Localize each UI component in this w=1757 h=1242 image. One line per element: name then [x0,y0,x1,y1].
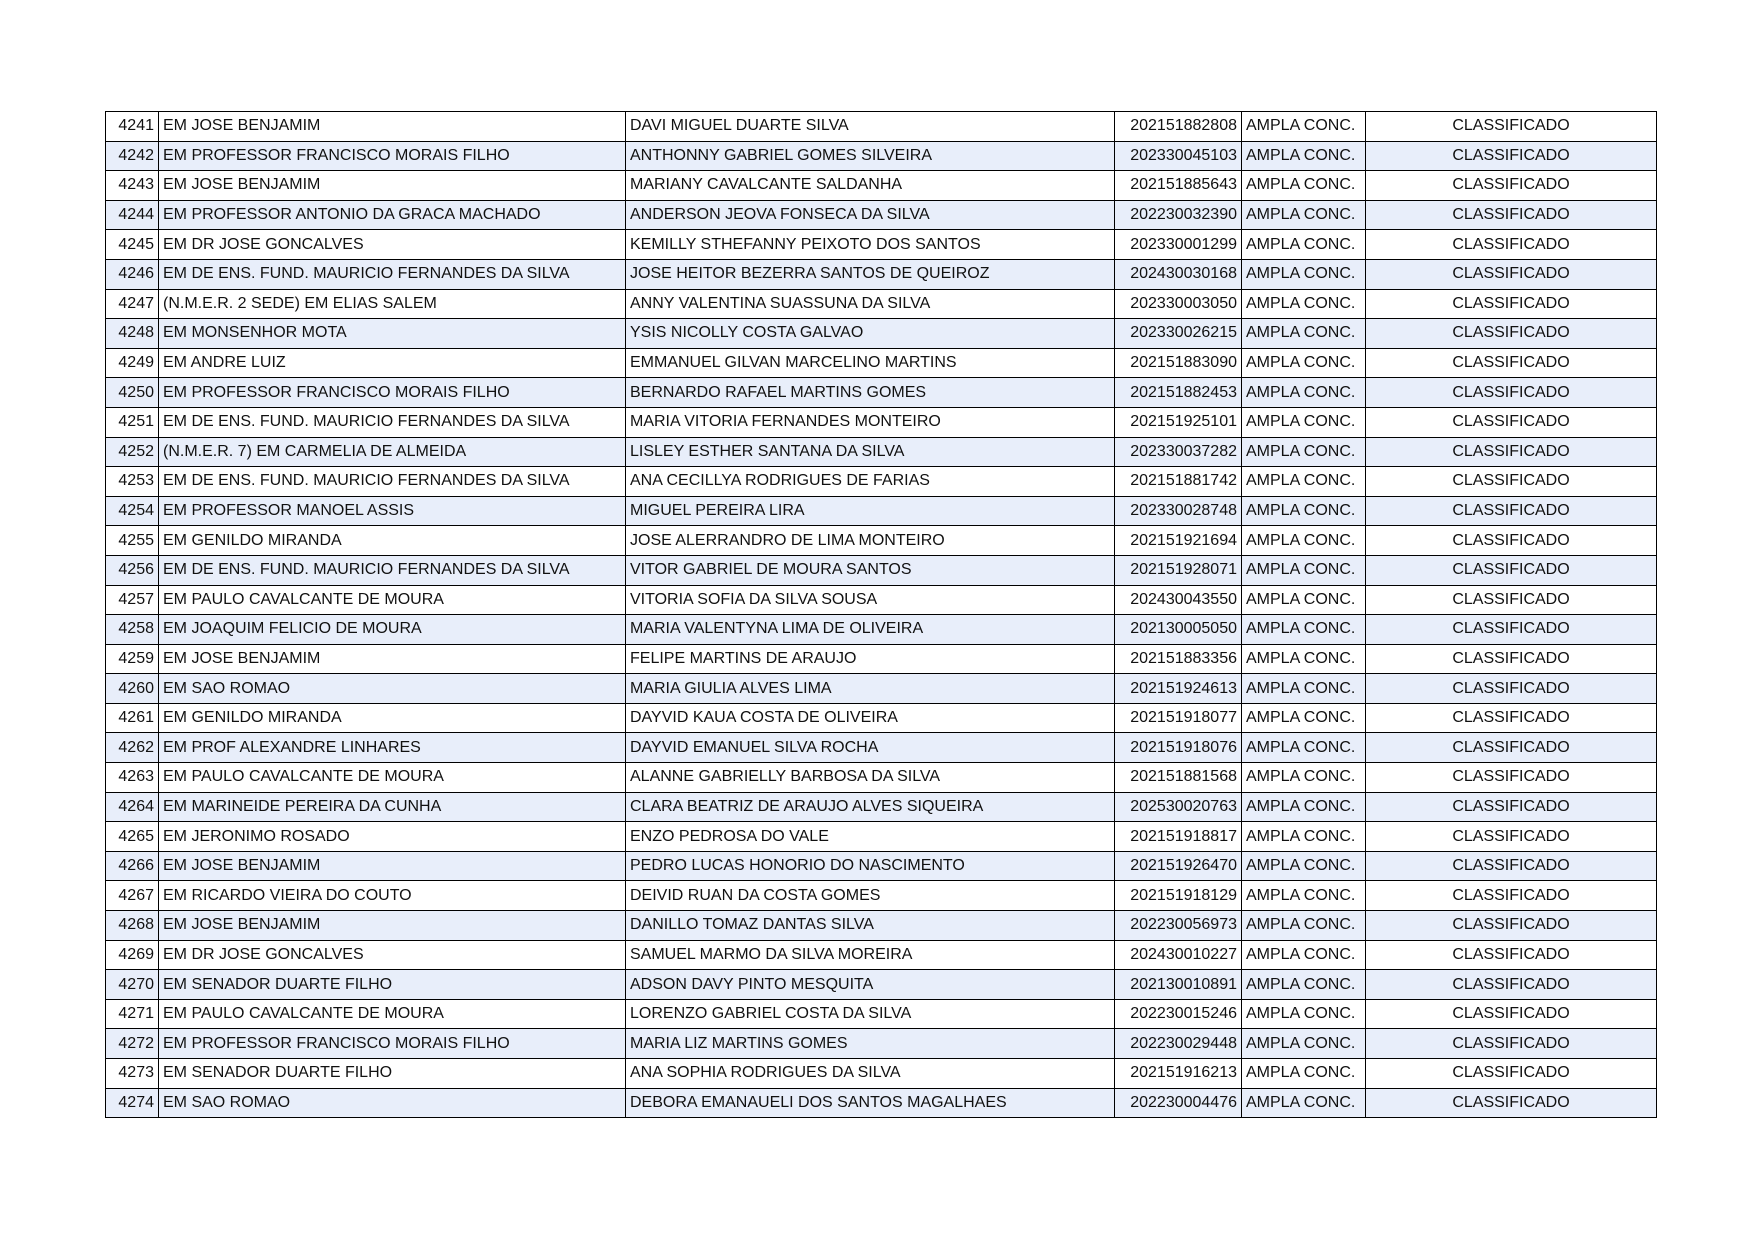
status-cell: CLASSIFICADO [1366,792,1657,822]
status-cell: CLASSIFICADO [1366,1029,1657,1059]
registration-cell: 202151881742 [1115,467,1242,497]
quota-cell: AMPLA CONC. [1242,644,1366,674]
quota-cell: AMPLA CONC. [1242,792,1366,822]
table-row [106,763,1657,793]
status-cell: CLASSIFICADO [1366,555,1657,585]
registration-cell: 202330037282 [1115,437,1242,467]
row-number: 4244 [106,200,159,230]
student-name-cell: DAYVID KAUA COSTA DE OLIVEIRA [626,703,1115,733]
status-cell: CLASSIFICADO [1366,940,1657,970]
row-number: 4242 [106,141,159,171]
school-cell: EM JOSE BENJAMIM [159,112,626,142]
registration-cell: 202230032390 [1115,200,1242,230]
table-row [106,674,1657,704]
row-number: 4260 [106,674,159,704]
row-number: 4267 [106,881,159,911]
quota-cell: AMPLA CONC. [1242,289,1366,319]
school-cell: EM JOSE BENJAMIM [159,644,626,674]
status-cell: CLASSIFICADO [1366,526,1657,556]
row-number: 4253 [106,467,159,497]
school-cell: EM PROFESSOR ANTONIO DA GRACA MACHADO [159,200,626,230]
student-name-cell: CLARA BEATRIZ DE ARAUJO ALVES SIQUEIRA [626,792,1115,822]
student-name-cell: LORENZO GABRIEL COSTA DA SILVA [626,999,1115,1029]
student-name-cell: MARIA VALENTYNA LIMA DE OLIVEIRA [626,615,1115,645]
row-number: 4270 [106,970,159,1000]
status-cell: CLASSIFICADO [1366,881,1657,911]
quota-cell: AMPLA CONC. [1242,674,1366,704]
student-name-cell: DAVI MIGUEL DUARTE SILVA [626,112,1115,142]
registration-cell: 202330045103 [1115,141,1242,171]
table-row [106,230,1657,260]
row-number: 4257 [106,585,159,615]
student-name-cell: PEDRO LUCAS HONORIO DO NASCIMENTO [626,851,1115,881]
row-number: 4255 [106,526,159,556]
school-cell: (N.M.E.R. 7) EM CARMELIA DE ALMEIDA [159,437,626,467]
table-row [106,911,1657,941]
school-cell: EM PROFESSOR FRANCISCO MORAIS FILHO [159,1029,626,1059]
school-cell: (N.M.E.R. 2 SEDE) EM ELIAS SALEM [159,289,626,319]
school-cell: EM DE ENS. FUND. MAURICIO FERNANDES DA SILVA [159,467,626,497]
registration-cell: 202330003050 [1115,289,1242,319]
registration-cell: 202230015246 [1115,999,1242,1029]
table-row [106,437,1657,467]
table-row [106,378,1657,408]
student-name-cell: YSIS NICOLLY COSTA GALVAO [626,319,1115,349]
school-cell: EM GENILDO MIRANDA [159,526,626,556]
student-name-cell: LISLEY ESTHER SANTANA DA SILVA [626,437,1115,467]
quota-cell: AMPLA CONC. [1242,112,1366,142]
quota-cell: AMPLA CONC. [1242,259,1366,289]
table-row [106,792,1657,822]
registration-cell: 202151918129 [1115,881,1242,911]
table-row [106,881,1657,911]
registration-cell: 202330028748 [1115,496,1242,526]
row-number: 4256 [106,555,159,585]
table-row [106,851,1657,881]
school-cell: EM DR JOSE GONCALVES [159,940,626,970]
quota-cell: AMPLA CONC. [1242,171,1366,201]
quota-cell: AMPLA CONC. [1242,1088,1366,1118]
table-row [106,407,1657,437]
status-cell: CLASSIFICADO [1366,999,1657,1029]
row-number: 4259 [106,644,159,674]
row-number: 4264 [106,792,159,822]
status-cell: CLASSIFICADO [1366,407,1657,437]
status-cell: CLASSIFICADO [1366,851,1657,881]
student-name-cell: ANDERSON JEOVA FONSECA DA SILVA [626,200,1115,230]
student-name-cell: DAYVID EMANUEL SILVA ROCHA [626,733,1115,763]
status-cell: CLASSIFICADO [1366,259,1657,289]
row-number: 4243 [106,171,159,201]
student-name-cell: FELIPE MARTINS DE ARAUJO [626,644,1115,674]
quota-cell: AMPLA CONC. [1242,555,1366,585]
row-number: 4261 [106,703,159,733]
school-cell: EM DE ENS. FUND. MAURICIO FERNANDES DA SILVA [159,555,626,585]
quota-cell: AMPLA CONC. [1242,437,1366,467]
table-row [106,615,1657,645]
quota-cell: AMPLA CONC. [1242,940,1366,970]
status-cell: CLASSIFICADO [1366,200,1657,230]
quota-cell: AMPLA CONC. [1242,585,1366,615]
row-number: 4247 [106,289,159,319]
status-cell: CLASSIFICADO [1366,348,1657,378]
registration-cell: 202430043550 [1115,585,1242,615]
quota-cell: AMPLA CONC. [1242,999,1366,1029]
row-number: 4250 [106,378,159,408]
registration-cell: 202230029448 [1115,1029,1242,1059]
status-cell: CLASSIFICADO [1366,496,1657,526]
row-number: 4249 [106,348,159,378]
registration-cell: 202230056973 [1115,911,1242,941]
row-number: 4263 [106,763,159,793]
student-name-cell: EMMANUEL GILVAN MARCELINO MARTINS [626,348,1115,378]
quota-cell: AMPLA CONC. [1242,615,1366,645]
student-name-cell: MIGUEL PEREIRA LIRA [626,496,1115,526]
status-cell: CLASSIFICADO [1366,378,1657,408]
student-name-cell: MARIANY CAVALCANTE SALDANHA [626,171,1115,201]
status-cell: CLASSIFICADO [1366,467,1657,497]
table-row [106,496,1657,526]
registration-cell: 202151921694 [1115,526,1242,556]
school-cell: EM DE ENS. FUND. MAURICIO FERNANDES DA SILVA [159,407,626,437]
table-row [106,703,1657,733]
status-cell: CLASSIFICADO [1366,437,1657,467]
registration-cell: 202151918077 [1115,703,1242,733]
student-name-cell: ANA CECILLYA RODRIGUES DE FARIAS [626,467,1115,497]
status-cell: CLASSIFICADO [1366,585,1657,615]
row-number: 4241 [106,112,159,142]
student-name-cell: MARIA VITORIA FERNANDES MONTEIRO [626,407,1115,437]
registration-cell: 202151918076 [1115,733,1242,763]
school-cell: EM JOAQUIM FELICIO DE MOURA [159,615,626,645]
status-cell: CLASSIFICADO [1366,763,1657,793]
quota-cell: AMPLA CONC. [1242,319,1366,349]
row-number: 4266 [106,851,159,881]
row-number: 4262 [106,733,159,763]
school-cell: EM PROFESSOR FRANCISCO MORAIS FILHO [159,378,626,408]
registration-cell: 202151882808 [1115,112,1242,142]
school-cell: EM RICARDO VIEIRA DO COUTO [159,881,626,911]
table-row [106,526,1657,556]
quota-cell: AMPLA CONC. [1242,496,1366,526]
registration-cell: 202151883356 [1115,644,1242,674]
status-cell: CLASSIFICADO [1366,230,1657,260]
table-row [106,940,1657,970]
school-cell: EM PROFESSOR FRANCISCO MORAIS FILHO [159,141,626,171]
table-row [106,289,1657,319]
school-cell: EM JOSE BENJAMIM [159,911,626,941]
quota-cell: AMPLA CONC. [1242,348,1366,378]
registration-cell: 202151883090 [1115,348,1242,378]
school-cell: EM GENILDO MIRANDA [159,703,626,733]
row-number: 4272 [106,1029,159,1059]
student-name-cell: MARIA GIULIA ALVES LIMA [626,674,1115,704]
table-row [106,1029,1657,1059]
quota-cell: AMPLA CONC. [1242,703,1366,733]
school-cell: EM PAULO CAVALCANTE DE MOURA [159,999,626,1029]
school-cell: EM JERONIMO ROSADO [159,822,626,852]
status-cell: CLASSIFICADO [1366,703,1657,733]
registration-cell: 202151925101 [1115,407,1242,437]
row-number: 4274 [106,1088,159,1118]
row-number: 4251 [106,407,159,437]
quota-cell: AMPLA CONC. [1242,733,1366,763]
school-cell: EM JOSE BENJAMIM [159,171,626,201]
registration-cell: 202130010891 [1115,970,1242,1000]
registration-cell: 202430010227 [1115,940,1242,970]
row-number: 4258 [106,615,159,645]
registration-cell: 202230004476 [1115,1088,1242,1118]
table-row [106,348,1657,378]
registration-cell: 202530020763 [1115,792,1242,822]
school-cell: EM DE ENS. FUND. MAURICIO FERNANDES DA SILVA [159,259,626,289]
status-cell: CLASSIFICADO [1366,822,1657,852]
status-cell: CLASSIFICADO [1366,1059,1657,1089]
row-number: 4265 [106,822,159,852]
status-cell: CLASSIFICADO [1366,615,1657,645]
table-row [106,259,1657,289]
student-name-cell: ALANNE GABRIELLY BARBOSA DA SILVA [626,763,1115,793]
school-cell: EM PAULO CAVALCANTE DE MOURA [159,763,626,793]
table-row [106,555,1657,585]
student-name-cell: DEBORA EMANAUELI DOS SANTOS MAGALHAES [626,1088,1115,1118]
student-name-cell: DANILLO TOMAZ DANTAS SILVA [626,911,1115,941]
student-name-cell: ANTHONNY GABRIEL GOMES SILVEIRA [626,141,1115,171]
status-cell: CLASSIFICADO [1366,141,1657,171]
registration-cell: 202151924613 [1115,674,1242,704]
registration-cell: 202430030168 [1115,259,1242,289]
quota-cell: AMPLA CONC. [1242,1029,1366,1059]
table-row [106,1059,1657,1089]
registration-cell: 202330001299 [1115,230,1242,260]
student-name-cell: KEMILLY STHEFANNY PEIXOTO DOS SANTOS [626,230,1115,260]
student-name-cell: VITOR GABRIEL DE MOURA SANTOS [626,555,1115,585]
quota-cell: AMPLA CONC. [1242,526,1366,556]
quota-cell: AMPLA CONC. [1242,763,1366,793]
table-row [106,585,1657,615]
status-cell: CLASSIFICADO [1366,289,1657,319]
school-cell: EM SENADOR DUARTE FILHO [159,970,626,1000]
row-number: 4273 [106,1059,159,1089]
row-number: 4271 [106,999,159,1029]
row-number: 4254 [106,496,159,526]
row-number: 4252 [106,437,159,467]
quota-cell: AMPLA CONC. [1242,467,1366,497]
classification-table [105,111,1657,1118]
quota-cell: AMPLA CONC. [1242,200,1366,230]
table-body [106,112,1657,1118]
registration-cell: 202151882453 [1115,378,1242,408]
school-cell: EM MONSENHOR MOTA [159,319,626,349]
registration-cell: 202151918817 [1115,822,1242,852]
status-cell: CLASSIFICADO [1366,319,1657,349]
student-name-cell: JOSE ALERRANDRO DE LIMA MONTEIRO [626,526,1115,556]
student-name-cell: JOSE HEITOR BEZERRA SANTOS DE QUEIROZ [626,259,1115,289]
row-number: 4248 [106,319,159,349]
table-row [106,319,1657,349]
school-cell: EM SENADOR DUARTE FILHO [159,1059,626,1089]
student-name-cell: MARIA LIZ MARTINS GOMES [626,1029,1115,1059]
school-cell: EM JOSE BENJAMIM [159,851,626,881]
status-cell: CLASSIFICADO [1366,970,1657,1000]
school-cell: EM DR JOSE GONCALVES [159,230,626,260]
student-name-cell: BERNARDO RAFAEL MARTINS GOMES [626,378,1115,408]
registration-cell: 202151928071 [1115,555,1242,585]
quota-cell: AMPLA CONC. [1242,407,1366,437]
status-cell: CLASSIFICADO [1366,644,1657,674]
school-cell: EM SAO ROMAO [159,674,626,704]
table-row [106,141,1657,171]
quota-cell: AMPLA CONC. [1242,881,1366,911]
table-row [106,644,1657,674]
student-name-cell: SAMUEL MARMO DA SILVA MOREIRA [626,940,1115,970]
school-cell: EM MARINEIDE PEREIRA DA CUNHA [159,792,626,822]
quota-cell: AMPLA CONC. [1242,970,1366,1000]
row-number: 4246 [106,259,159,289]
school-cell: EM PROFESSOR MANOEL ASSIS [159,496,626,526]
school-cell: EM PROF ALEXANDRE LINHARES [159,733,626,763]
table-row [106,970,1657,1000]
status-cell: CLASSIFICADO [1366,674,1657,704]
table-row [106,733,1657,763]
table-row [106,112,1657,142]
row-number: 4245 [106,230,159,260]
registration-cell: 202151916213 [1115,1059,1242,1089]
quota-cell: AMPLA CONC. [1242,911,1366,941]
quota-cell: AMPLA CONC. [1242,822,1366,852]
table-row [106,822,1657,852]
table-row [106,1088,1657,1118]
student-name-cell: ENZO PEDROSA DO VALE [626,822,1115,852]
student-name-cell: ADSON DAVY PINTO MESQUITA [626,970,1115,1000]
school-cell: EM ANDRE LUIZ [159,348,626,378]
status-cell: CLASSIFICADO [1366,911,1657,941]
table-row [106,171,1657,201]
table-row [106,467,1657,497]
registration-cell: 202330026215 [1115,319,1242,349]
school-cell: EM PAULO CAVALCANTE DE MOURA [159,585,626,615]
row-number: 4268 [106,911,159,941]
registration-cell: 202130005050 [1115,615,1242,645]
quota-cell: AMPLA CONC. [1242,230,1366,260]
registration-cell: 202151881568 [1115,763,1242,793]
student-name-cell: DEIVID RUAN DA COSTA GOMES [626,881,1115,911]
student-name-cell: ANNY VALENTINA SUASSUNA DA SILVA [626,289,1115,319]
quota-cell: AMPLA CONC. [1242,141,1366,171]
status-cell: CLASSIFICADO [1366,171,1657,201]
registration-cell: 202151926470 [1115,851,1242,881]
registration-cell: 202151885643 [1115,171,1242,201]
table-row [106,200,1657,230]
status-cell: CLASSIFICADO [1366,112,1657,142]
table-row [106,999,1657,1029]
status-cell: CLASSIFICADO [1366,1088,1657,1118]
quota-cell: AMPLA CONC. [1242,1059,1366,1089]
student-name-cell: ANA SOPHIA RODRIGUES DA SILVA [626,1059,1115,1089]
status-cell: CLASSIFICADO [1366,733,1657,763]
quota-cell: AMPLA CONC. [1242,378,1366,408]
school-cell: EM SAO ROMAO [159,1088,626,1118]
student-name-cell: VITORIA SOFIA DA SILVA SOUSA [626,585,1115,615]
quota-cell: AMPLA CONC. [1242,851,1366,881]
row-number: 4269 [106,940,159,970]
